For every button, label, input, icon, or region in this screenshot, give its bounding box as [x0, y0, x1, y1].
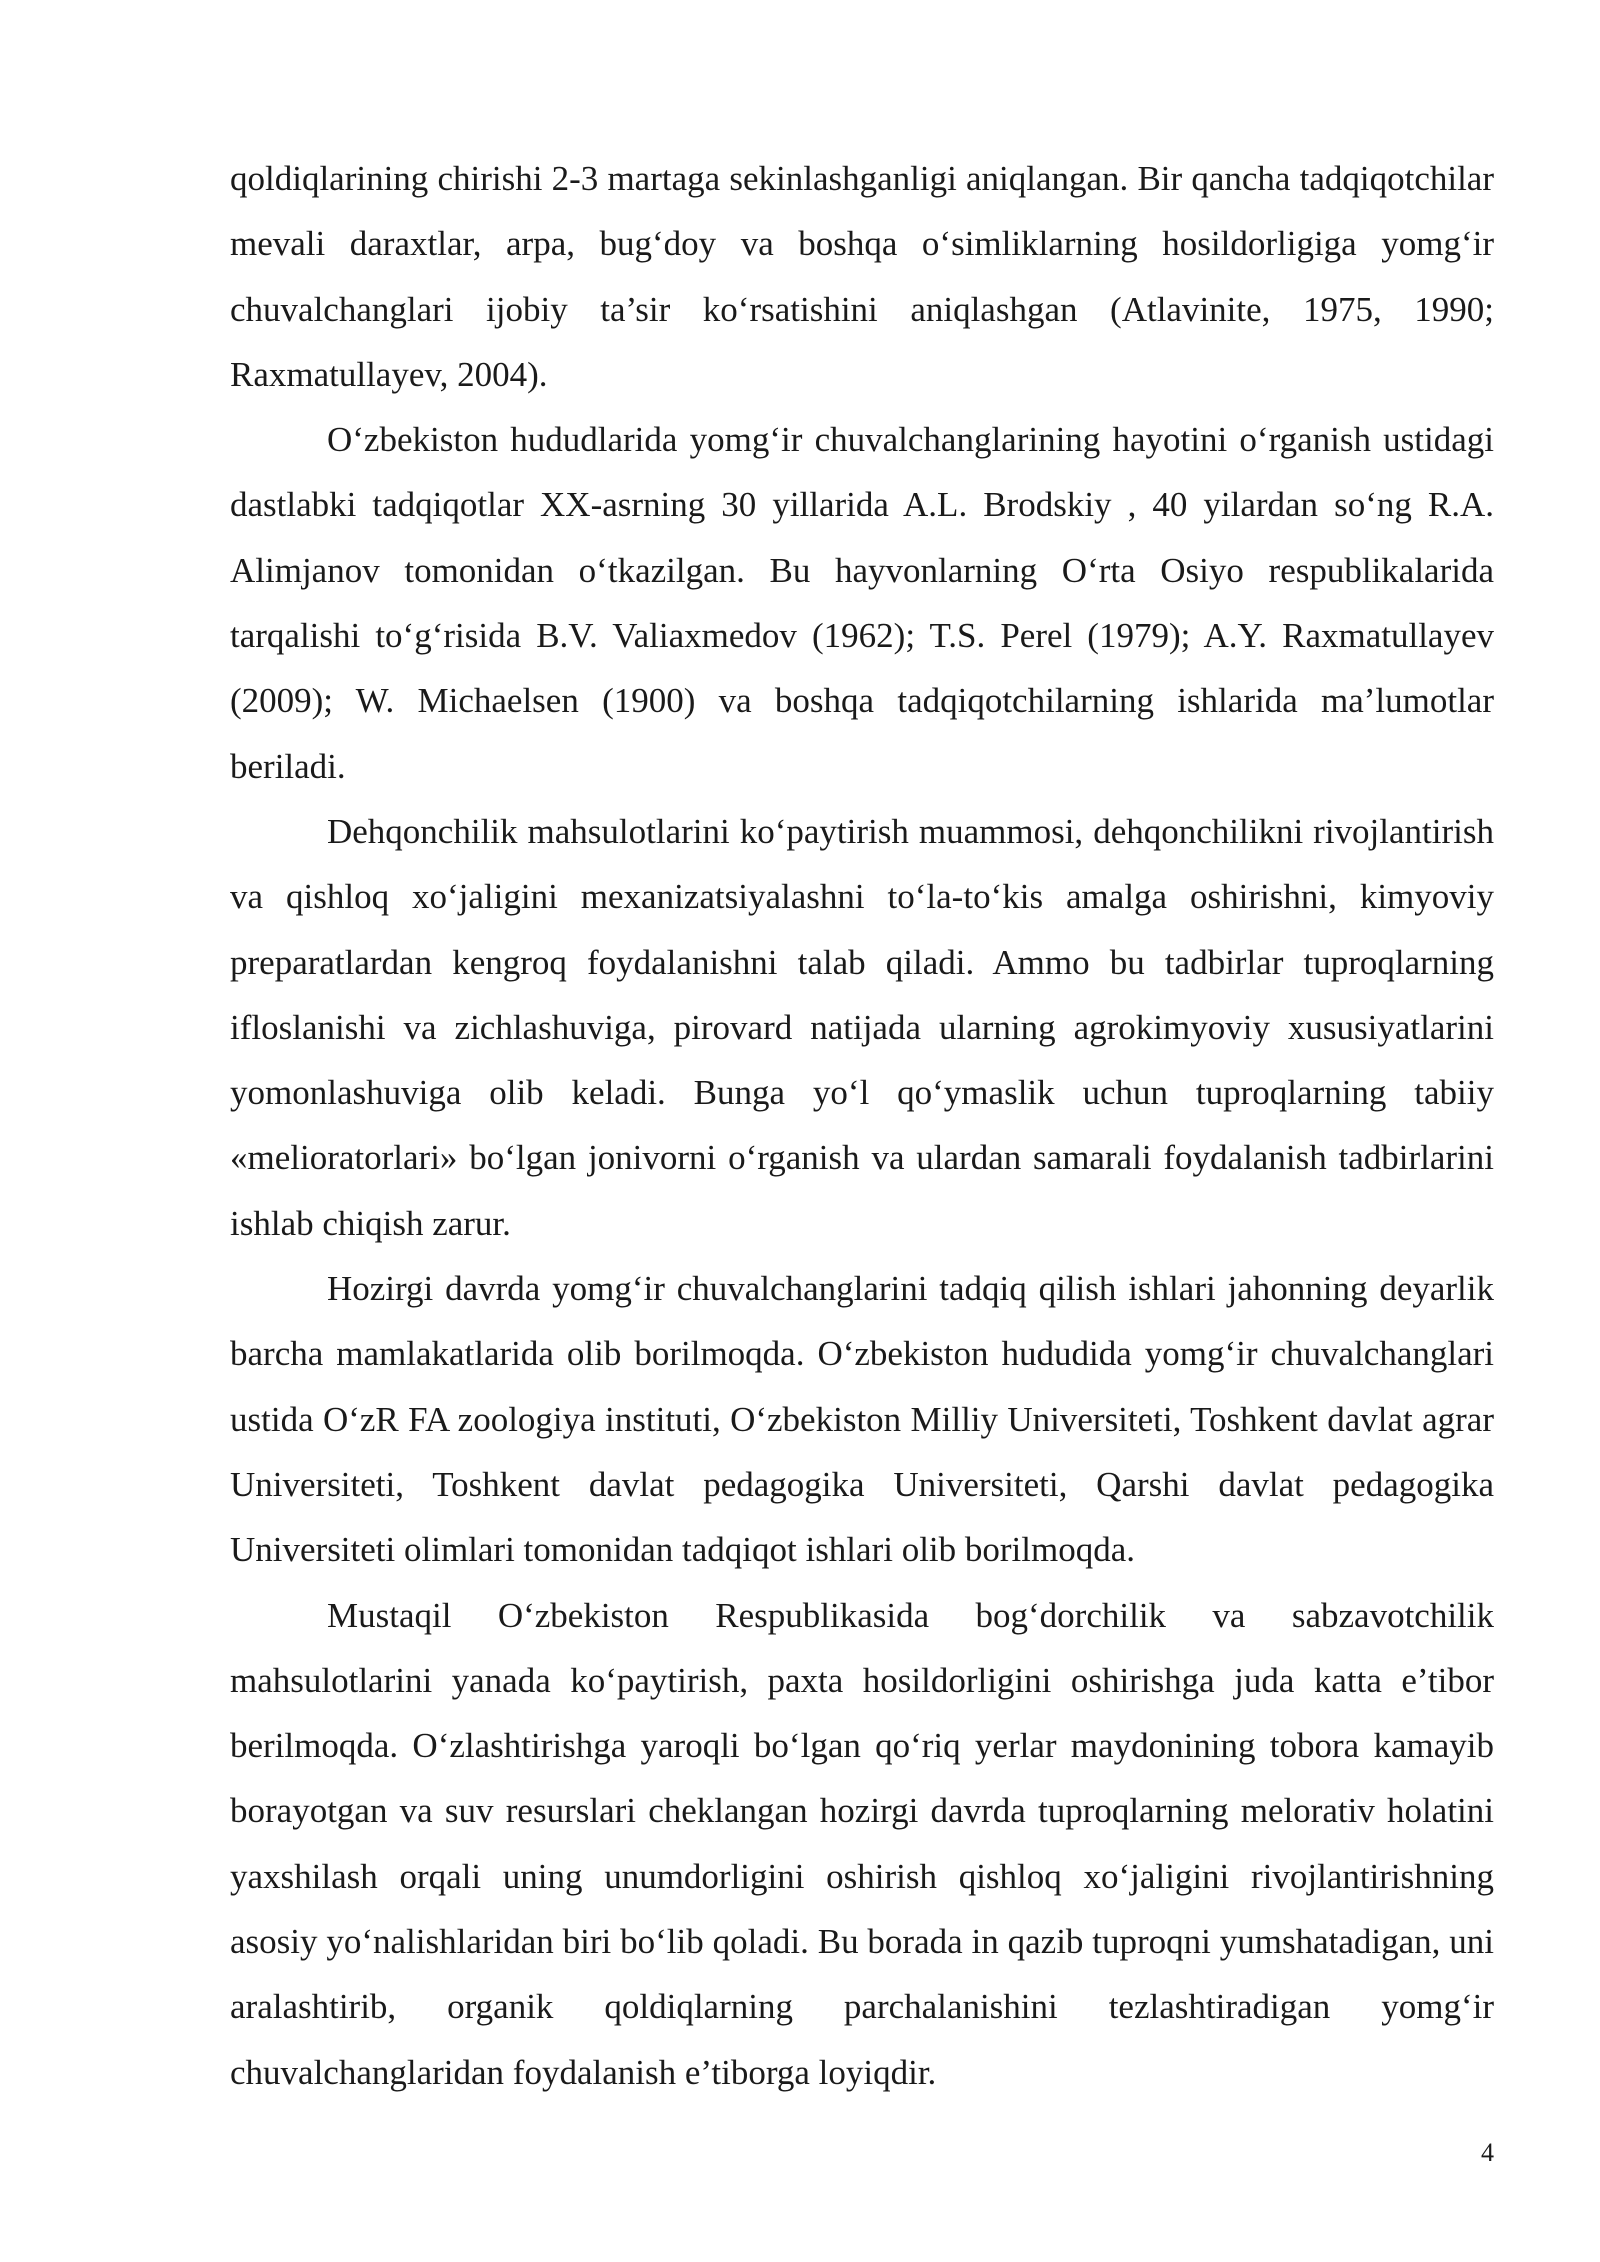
paragraph-current-research: Hozirgi davrda yomg‘ir chuvalchanglarini tadqiq qilish ishlari jahonning deyarlik barcha mamlakatlarida olib borilmoqda. O‘zbekiston hududida yomg‘ir chuvalchanglari ustida O‘zR FA zoologiya instituti, O‘zbekiston Milliy Universiteti, Toshkent davlat agrar Universiteti, Toshkent davlat pedagogika Universiteti, Qarshi davlat pedagogika Universiteti olimlari tomonidan tadqiqot ishlari olib borilmoqda.: [230, 1269, 1494, 1570]
page-number: 4: [1481, 2138, 1494, 2167]
body-text: [230, 146, 1494, 2105]
paragraph-agriculture-problem: Dehqonchilik mahsulotlarini ko‘paytirish muammosi, dehqonchilikni rivojlantirish va qishloq xo‘jaligini mexanizatsiyalashni to‘la-to‘kis amalga oshirishni, kimyoviy preparatlardan kengroq foydalanishni talab qiladi. Ammo bu tadbirlar tuproqlarning ifloslanishi va zichlashuviga, pirovard natijada ularning agrokimyoviy xususiyatlarini yomonlashuviga olib keladi. Bunga yo‘l qo‘ymaslik uchun tuproqlarning tabiiy «melioratorlari» bo‘lgan jonivorni o‘rganish va ulardan samarali foydalanish tadbirlarini ishlab chiqish zarur.: [230, 811, 1494, 1243]
paragraph-soil-improvement: Mustaqil O‘zbekiston Respublikasida bog‘dorchilik va sabzavotchilik mahsulotlarini yanada ko‘paytirish, paxta hosildorligini oshirishga juda katta e’tibor berilmoqda. O‘zlashtirishga yaroqli bo‘lgan qo‘riq yerlar maydonining tobora kamayib borayotgan va suv resurslari cheklangan hozirgi davrda tuproqlarning melorativ holatini yaxshilash orqali uning unumdorligini oshirish qishloq xo‘jaligini rivojlantirishning asosiy yo‘nalishlaridan biri bo‘lib qoladi. Bu borada in qazib tuproqni yumshatadigan, uni aralashtirib, organik qoldiqlarning parchalanishini tezlashtiradigan yomg‘ir chuvalchanglaridan foydalanish e’tiborga loyiqdir.: [230, 1595, 1494, 2092]
paragraph-continuation: qoldiqlarining chirishi 2-3 martaga sekinlashganligi aniqlangan. Bir qancha tadqiqotchilar mevali daraxtlar, arpa, bug‘doy va boshqa o‘simliklarning hosildorligiga yomg‘ir chuvalchanglari ijobiy ta’sir ko‘rsatishini aniqlashgan (Atlavinite, 1975, 1990; Raxmatullayev, 2004).: [230, 159, 1494, 394]
paragraph-research-history: O‘zbekiston hududlarida yomg‘ir chuvalchanglarining hayotini o‘rganish ustidagi dastlabki tadqiqotlar XX-asrning 30 yillarida A.L. Brodskiy , 40 yilardan so‘ng R.A. Alimjanov tomonidan o‘tkazilgan. Bu hayvonlarning O‘rta Osiyo respublikalarida tarqalishi to‘g‘risida B.V. Valiaxmedov (1962); T.S. Perel (1979); A.Y. Raxmatullayev (2009); W. Michaelsen (1900) va boshqa tadqiqotchilarning ishlarida ma’lumotlar beriladi.: [230, 420, 1494, 786]
